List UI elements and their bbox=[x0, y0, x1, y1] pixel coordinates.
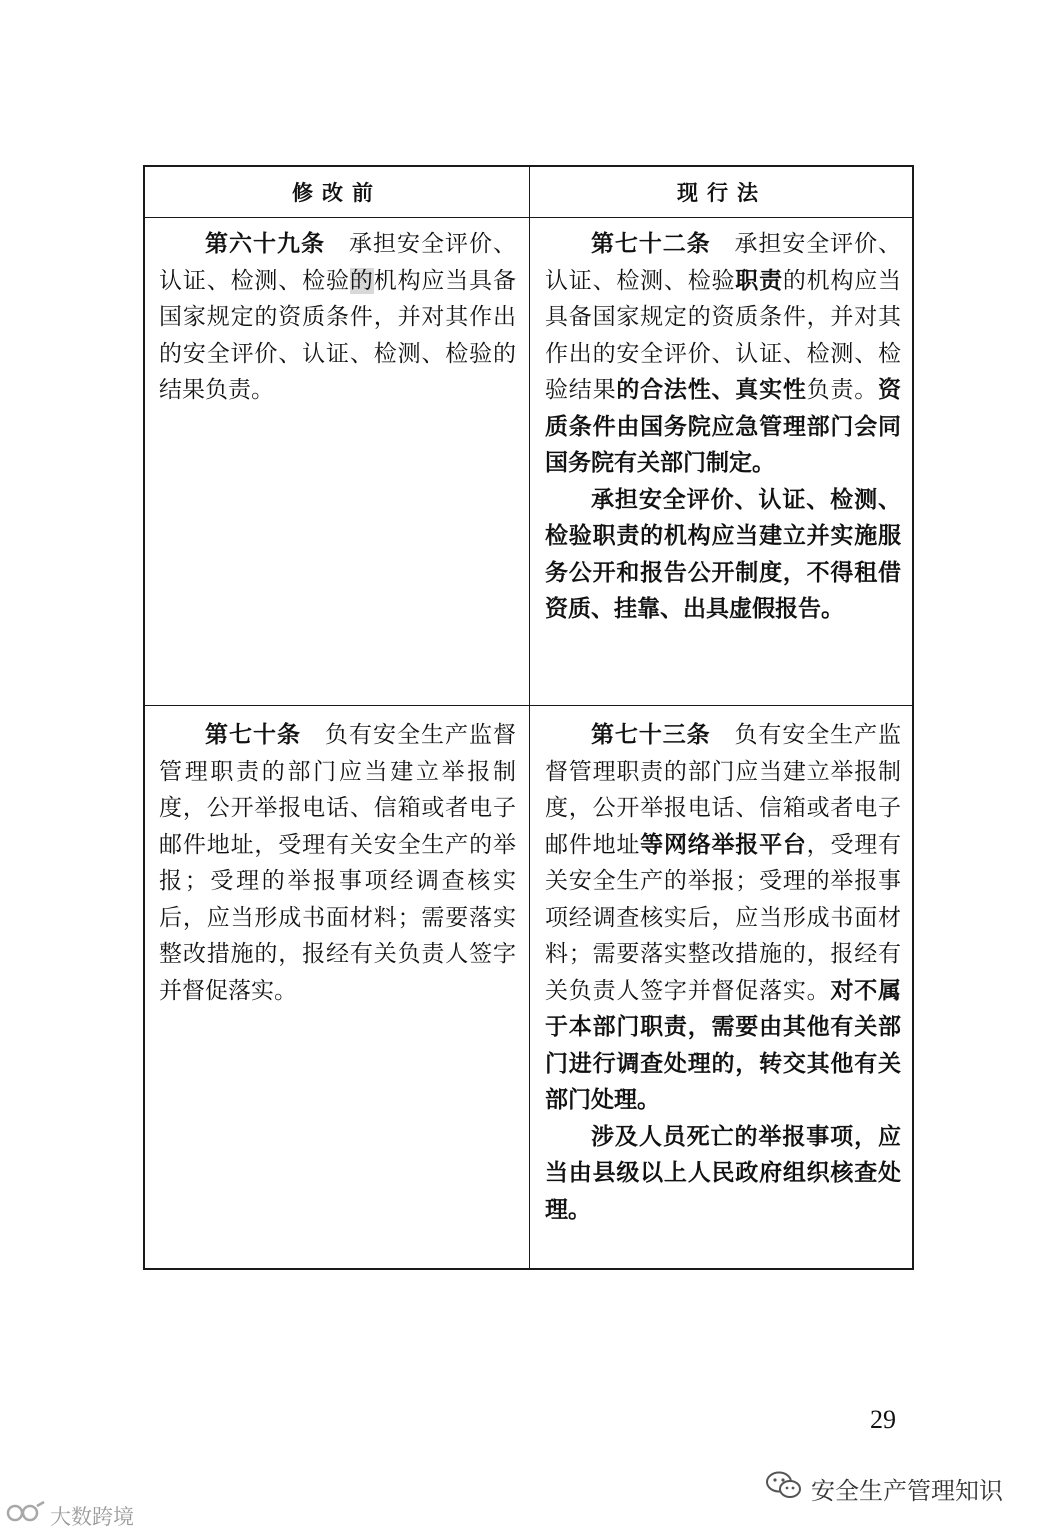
watermark-brand-name: 大数跨境 bbox=[50, 1504, 134, 1529]
bold-text: 职责 bbox=[735, 267, 783, 294]
header-divider bbox=[145, 217, 912, 218]
cell-paragraph bbox=[545, 226, 901, 482]
column-divider bbox=[529, 167, 530, 1268]
bold-text: 第六十九条 bbox=[205, 231, 325, 257]
bold-text: 承担安全评价、认证、检测、检验职责的机构应当建立并实施服务公开和报告公开制度，不得租借资质、挂靠、出具虚假报告。 bbox=[545, 486, 901, 622]
cell-paragraph bbox=[545, 1119, 901, 1229]
bold-text: 涉及人员死亡的举报事项，应当由县级以上人民政府组织核查处理。 bbox=[545, 1123, 901, 1223]
watermark-account-name: 安全生产管理知识 bbox=[811, 1476, 1003, 1505]
text-run: 负有安全生产监督管理职责的部门应当建立举报制度，公开举报电话、信箱或者电子邮件地址，受理有关安全生产的举报；受理的举报事项经调查核实后，应当形成书面材料；需要落实整改措施的，报经有关负责人签字并督促落实。 bbox=[159, 722, 516, 1004]
text-run: 负责。 bbox=[806, 377, 879, 403]
bold-text: 第七十二条 bbox=[591, 231, 711, 257]
cell-row1-current bbox=[545, 226, 901, 628]
cell-paragraph bbox=[545, 717, 901, 1119]
header-current-law: 现行法 bbox=[677, 181, 767, 205]
bold-text: 第七十三条 bbox=[591, 722, 711, 748]
comparison-table bbox=[143, 165, 914, 1270]
cell-row1-before bbox=[159, 226, 516, 409]
page-number: 29 bbox=[870, 1405, 896, 1434]
text-run: 承担安全评价、认证、检测、检验 bbox=[545, 231, 902, 294]
cell-paragraph bbox=[545, 482, 901, 628]
bold-text: 等网络举报平台 bbox=[640, 831, 807, 858]
bold-text: 资质条件由国务院应急管理部门会同国务院有关部门制定。 bbox=[545, 377, 902, 476]
cell-paragraph bbox=[159, 226, 516, 409]
cell-paragraph bbox=[159, 717, 516, 1009]
header-before-revision: 修改前 bbox=[292, 181, 382, 205]
text-run: ，受理有关安全生产的举报；受理的举报事项经调查核实后，应当形成书面材料；需要落实整改措施的，报经有关负责人签字并督促落实。 bbox=[545, 831, 902, 1004]
watermark-account bbox=[765, 1470, 1003, 1506]
text-run: 负有安全生产监督管理职责的部门应当建立举报制度，公开举报电话、信箱或者电子邮件地址 bbox=[545, 722, 902, 858]
text-run: 机构应当具备国家规定的资质条件，并对其作出的安全评价、认证、检测、检验的结果负责。 bbox=[159, 267, 517, 403]
text-run: 承担安全评价、认证、检测、检验 bbox=[159, 231, 516, 294]
bold-text: 对不属于本部门职责，需要由其他有关部门进行调查处理的，转交其他有关部门处理。 bbox=[545, 977, 902, 1113]
bold-text: 的合法性、真实性 bbox=[616, 377, 807, 403]
brand-logo-icon bbox=[6, 1500, 46, 1531]
cell-row2-before bbox=[159, 717, 516, 1009]
text-run: 的机构应当具备国家规定的资质条件，并对其作出的安全评价、认证、检测、检验结果 bbox=[545, 267, 902, 403]
cell-row2-current bbox=[545, 717, 901, 1228]
wechat-icon bbox=[765, 1470, 803, 1506]
row-divider bbox=[145, 705, 912, 706]
watermark-brand bbox=[6, 1500, 134, 1531]
bold-text: 第七十条 bbox=[205, 722, 301, 748]
highlighted-text: 的 bbox=[349, 267, 374, 294]
